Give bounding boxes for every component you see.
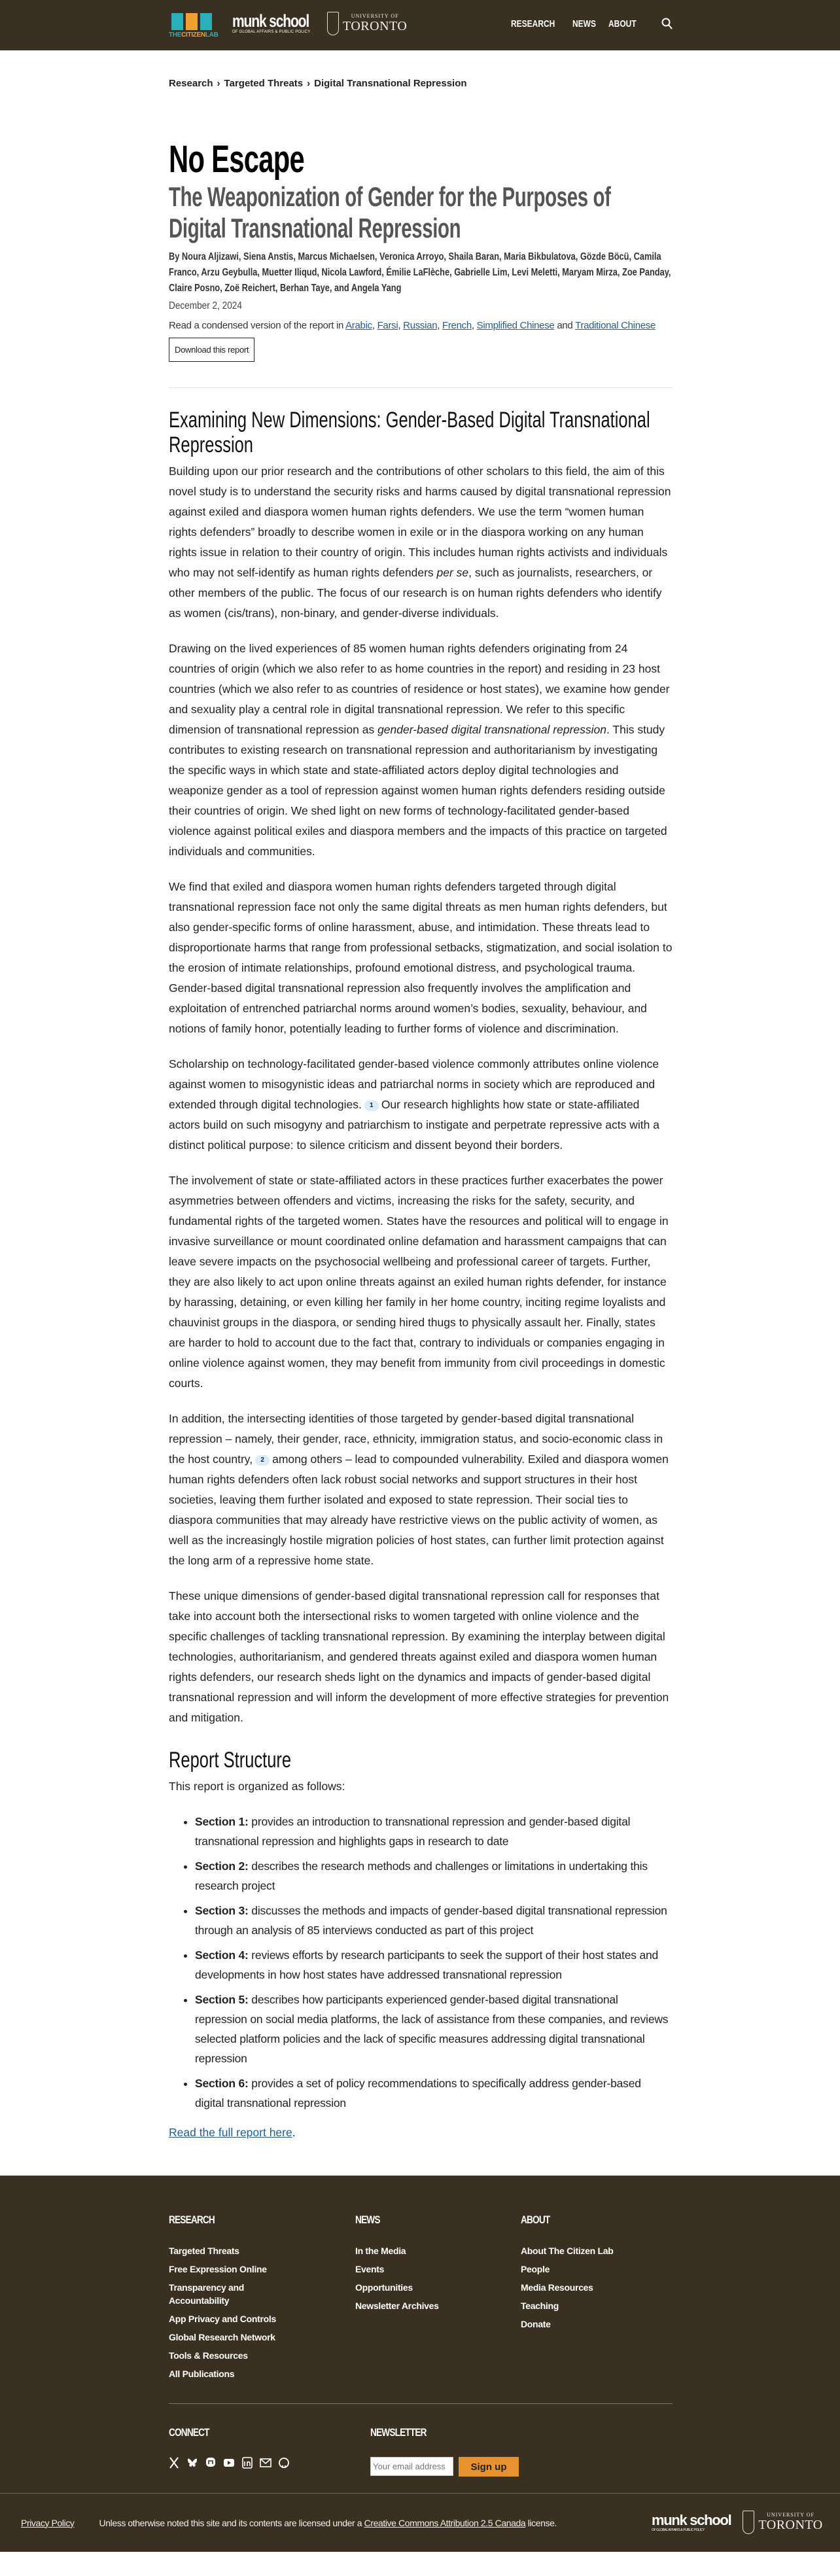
footer-link[interactable]: All Publications [169, 2369, 235, 2379]
munk-school-logo[interactable]: munk school OF GLOBAL AFFAIRS & PUBLIC POLICY [652, 2512, 731, 2532]
uoft-crest-icon [327, 12, 339, 35]
footer-link[interactable]: Donate [521, 2319, 551, 2329]
list-item: • Section 3: discusses the methods and impacts of gender-based digital transnational repression through an analysis of 85 interviews conducted as part of this project [195, 1901, 673, 1940]
section-heading: Report Structure [169, 1748, 292, 1773]
breadcrumb-research[interactable]: Research [169, 77, 213, 89]
newsletter-section: NEWSLETTER Your email address Sign up [370, 2426, 519, 2493]
connect-section: CONNECT [169, 2426, 370, 2493]
section-heading: Examining New Dimensions: Gender-Based Digital Transnational Repression [169, 408, 650, 457]
footer-col-about: ABOUT About The Citizen Lab People Media Resources Teaching Donate [521, 2214, 614, 2329]
uoft-logo[interactable]: UNIVERSITY OF TORONTO [327, 12, 407, 35]
lang-traditional-chinese[interactable]: Traditional Chinese [575, 320, 656, 331]
divider [169, 387, 673, 388]
nav-about[interactable]: ABOUT [608, 18, 637, 29]
lang-simplified-chinese[interactable]: Simplified Chinese [476, 320, 555, 331]
footer-link[interactable]: Opportunities [355, 2282, 413, 2293]
breadcrumb [169, 76, 673, 90]
footer-link[interactable]: Transparency and Accountability [169, 2282, 245, 2306]
nav-news[interactable]: NEWS [572, 18, 597, 29]
nav-research[interactable]: RESEARCH [511, 18, 555, 29]
footer-link[interactable]: Free Expression Online [169, 2264, 267, 2274]
site-footer [0, 2176, 840, 2552]
munk-school-logo[interactable]: munk school OF GLOBAL AFFAIRS & PUBLIC POLICY [232, 11, 311, 34]
paragraph: These unique dimensions of gender-based digital transnational repression call for responses that take into account both the intersectional risks to women targeted with online violence and the specific challenges of tackling transnational repression. By examining the interplay between digital technologies, authoritarianism, and gendered threats against exiled and diaspora women human rights defenders, our research sheds light on the dynamics and impacts of gender-based digital transnational repression and will inform the development of more effective strategies for prevention and mitigation. [169, 1589, 669, 1724]
paragraph: Scholarship on technology-facilitated gender-based violence commonly attributes online violence against women to misogynistic ideas and patriarchal norms in society which are reproduced and extended through digital technologies. 1 Our research highlights how state or state-affiliated actors build on such misogyny and patriarchism to instigate and perpetrate repressive acts with a distinct political purpose: to silence criticism and dissent beyond their borders. [169, 1057, 659, 1152]
footnote-2[interactable]: 2 [255, 1455, 270, 1466]
license-text: Unless otherwise noted this site and its contents are licensed under a Creative Commons Attribution 2.5 Canada license. [99, 2517, 557, 2528]
footer-link[interactable]: Media Resources [521, 2282, 593, 2293]
x-icon[interactable] [169, 2457, 179, 2469]
chevron-right-icon: › [217, 77, 220, 89]
page-title: No Escape [169, 138, 305, 181]
footer-link[interactable]: Teaching [521, 2301, 559, 2311]
footer-col-research: RESEARCH Targeted Threats Free Expression Online Transparency and Accountability App Privacy and Controls Global Research Network Tools & Resources All Publications [169, 2214, 355, 2403]
footer-link[interactable]: Tools & Resources [169, 2350, 248, 2361]
list-item: • Section 5: describes how participants experienced gender-based digital transnational repression on social media platforms, the lack of assistance from these companies, and reviews selected platform policies and the lack of specific measures addressing digital transnational repression [195, 1990, 673, 2068]
uoft-logo[interactable]: UNIVERSITY OF TORONTO [743, 2511, 822, 2534]
paragraph: Drawing on the lived experiences of 85 women human rights defenders originating from 24 countries of origin (which we also refer to as home countries in the report) and residing in 23 host countries (which we also refer to as countries of residence or host states), we examine how gender and sexuality play a central role in digital transnational repression. We refer to this specific dimension of transnational repression as gender-based digital transnational repression. This study contributes to existing research on transnational repression and authoritarianism by investigating the specific ways in which state and state-affiliated actors deploy digital technologies and weaponize gender as a tool of repression against women human rights defenders residing outside their countries of origin. We shed light on new forms of technology-facilitated gender-based violence against political exiles and diaspora members and the impacts of this practice on targeted individuals and communities. [169, 642, 670, 858]
lang-russian[interactable]: Russian [403, 320, 438, 331]
paragraph: In addition, the intersecting identities of those targeted by gender-based digital transnational repression – namely, their gender, race, ethnicity, immigration status, and socio-economic class in the host country, 2 among others – lead to compounded vulnerability. Exiled and diaspora women human rights defenders often lack robust social networks and support structures in their host societies, leaving them further isolated and exposed to state repression. Their social ties to diaspora communities that may already have restrictive views on the public activity of women, as well as the increasingly hostile migration policies of host states, can further limit protection against the long arm of a repressive home state. [169, 1412, 669, 1567]
mastodon-icon[interactable] [205, 2457, 216, 2469]
footer-link[interactable]: In the Media [355, 2246, 406, 2256]
paragraph: The involvement of state or state-affiliated actors in these practices further exacerbates the power asymmetries between offenders and victims, increasing the risks for the safety, security, and fundamental rights of the targeted women. States have the resources and political will to engage in invasive surveillance or mount coordinated online defamation and harassment campaigns that can leave severe impacts on the psychosocial wellbeing and professional career of targets. Further, they are also likely to act upon online threats against an exiled human rights defender, for instance by harassing, detaining, or even killing her family in her home country, inciting regime loyalists and chauvinist groups in the diaspora, or sending hired thugs to physically assault her. Finally, states are harder to hold to account due to the fact that, contrary to individuals or companies engaging in online violence against women, they may benefit from immunity from civil proceedings in domestic courts. [169, 1174, 669, 1390]
linkedin-icon[interactable] [242, 2457, 253, 2469]
footer-link[interactable]: Events [355, 2264, 385, 2274]
main-nav [511, 18, 644, 29]
download-report-button[interactable]: Download this report [169, 338, 254, 362]
site-header [0, 0, 840, 50]
uoft-crest-icon [743, 2511, 754, 2534]
footer-link[interactable]: About The Citizen Lab [521, 2246, 614, 2256]
full-report-line: Read the full report here. [169, 2126, 296, 2139]
read-full-report-link[interactable]: Read the full report here [169, 2126, 292, 2139]
article [169, 76, 673, 2140]
privacy-policy-link[interactable]: Privacy Policy [21, 2517, 75, 2528]
breadcrumb-current[interactable]: Digital Transnational Repression [314, 77, 467, 89]
list-item: • Section 6: provides a set of policy recommendations to specifically address gender-based digital transnational repression [195, 2073, 673, 2113]
list-item: • Section 2: describes the research methods and challenges or limitations in undertaking this research project [195, 1856, 673, 1896]
footer-link[interactable]: Global Research Network [169, 2332, 275, 2342]
list-item: • Section 1: provides an introduction to transnational repression and gender-based digital transnational repression and highlights gaps in research to date [195, 1812, 673, 1851]
signup-button[interactable]: Sign up [459, 2457, 519, 2477]
authors: By Noura Aljizawi, Siena Anstis, Marcus Michaelsen, Veronica Arroyo, Shaila Baran, Maria Bikbulatova, Gözde Böcü, Camila Franco, Arzu Geybulla, Muetter Iliqud, Nicola Lawford, Émilie LaFlèche, Gabrielle Lim, Levi Meletti, Maryam Mirza, Zoe Panday, Claire Posno, Zoë Reichert, Berhan Taye, and Angela Yang [169, 251, 671, 294]
list-item: • Section 4: reviews efforts by research participants to seek the support of their host states and developments in how host states have addressed transnational repression [195, 1945, 673, 1985]
footer-link[interactable]: People [521, 2264, 550, 2274]
footer-col-news: NEWS In the Media Events Opportunities Newsletter Archives [355, 2214, 521, 2403]
page-subtitle: The Weaponization of Gender for the Purposes of Digital Transnational Repression [169, 181, 611, 243]
github-icon[interactable] [279, 2457, 289, 2469]
citizen-lab-logo[interactable]: THECITIZENLAB [169, 12, 216, 38]
license-link[interactable]: Creative Commons Attribution 2.5 Canada [364, 2517, 526, 2528]
paragraph: We find that exiled and diaspora women human rights defenders targeted through digital transnational repression face not only the same digital threats as men human rights defenders, but also gender-specific forms of online harassment, abuse, and intimidation. These threats lead to disproportionate harms that range from professional setbacks, stigmatization, and social isolation to the erosion of intimate relationships, profound emotional distress, and psychological trauma. Gender-based digital transnational repression also frequently involves the amplification and exploitation of entrenched patriarchal norms around women’s bodies, sexuality, behaviour, and notions of family honor, potentially leading to further forms of violence and discrimination. [169, 880, 673, 1035]
search-icon[interactable] [661, 17, 674, 30]
youtube-icon[interactable] [223, 2458, 235, 2468]
intro-text: This report is organized as follows: [169, 1780, 345, 1793]
lang-arabic[interactable]: Arabic [345, 320, 372, 331]
bluesky-icon[interactable] [186, 2457, 198, 2469]
legal-bar [0, 2493, 840, 2552]
lang-french[interactable]: French [442, 320, 472, 331]
footer-link[interactable]: App Privacy and Controls [169, 2314, 276, 2324]
email-icon[interactable] [260, 2458, 271, 2468]
newsletter-email-input[interactable] [370, 2457, 453, 2476]
lang-farsi[interactable]: Farsi [377, 320, 398, 331]
paragraph: Building upon our prior research and the contributions of other scholars to this field, the aim of this novel study is to understand the security risks and harms caused by digital transnational repression against exiled and diaspora women human rights defenders. We use the term “women human rights defenders” broadly to describe women in exile or in the diaspora working on any human rights issue in relation to their country of origin. This includes human rights activists and individuals who may not self-identify as human rights defenders per se, such as journalists, researchers, or other members of the public. The focus of our research is on human rights defenders who identify as women (cis/trans), non-binary, and gender-diverse individuals. [169, 465, 671, 620]
section-list [195, 1812, 673, 2113]
chevron-right-icon: › [307, 77, 311, 89]
footnote-1[interactable]: 1 [364, 1101, 379, 1111]
publish-date: December 2, 2024 [169, 300, 242, 311]
condensed-versions: Read a condensed version of the report in Arabic, Farsi, Russian, French, Simplified Chinese and Traditional Chinese [169, 320, 656, 331]
footer-link[interactable]: Newsletter Archives [355, 2301, 439, 2311]
footer-link[interactable]: Targeted Threats [169, 2246, 239, 2256]
breadcrumb-targeted-threats[interactable]: Targeted Threats [224, 77, 304, 89]
